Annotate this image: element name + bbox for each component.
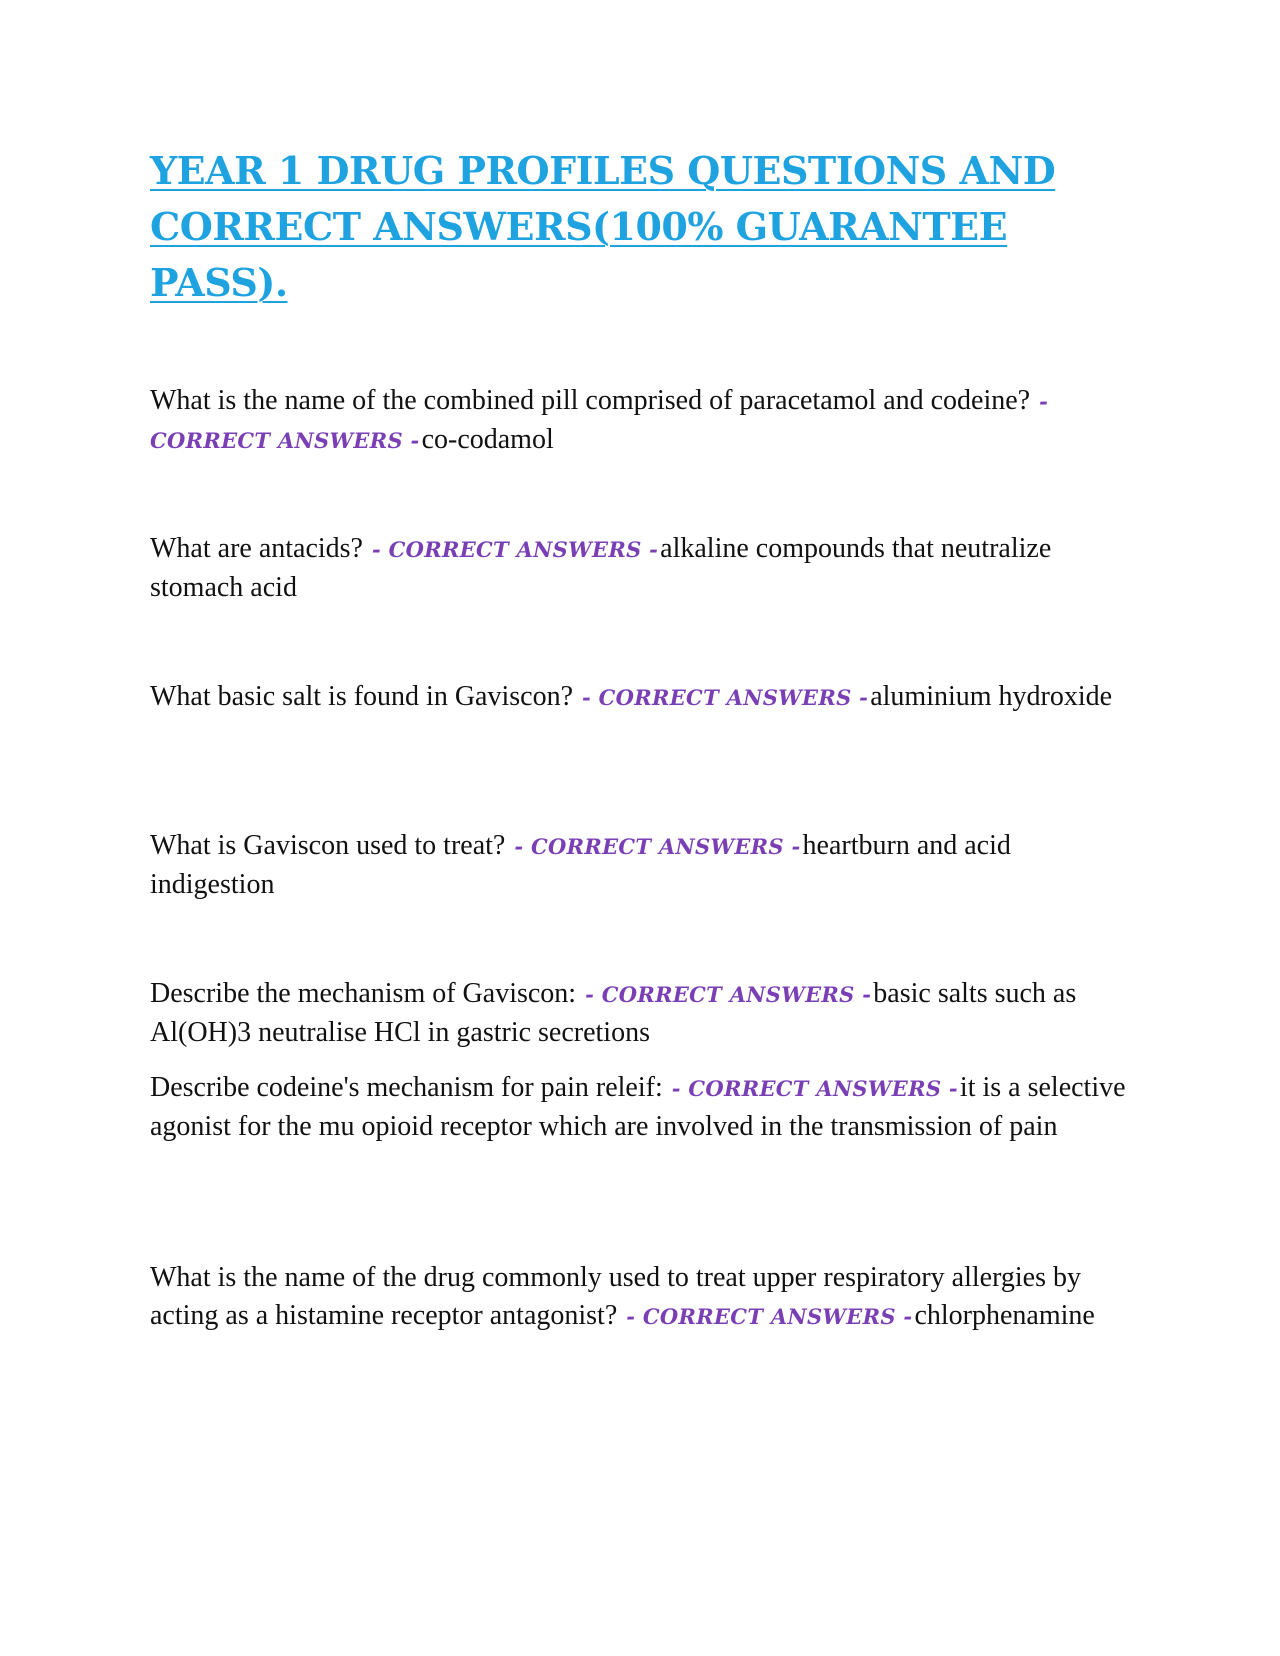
qa-item xyxy=(150,975,1130,1052)
qa-item xyxy=(150,1069,1130,1146)
question-text: Describe codeine's mechanism for pain releif: xyxy=(150,1072,663,1103)
qa-item xyxy=(150,678,1130,717)
correct-answers-marker: - CORRECT ANSWERS - xyxy=(626,1304,913,1329)
correct-answers-marker: - CORRECT ANSWERS - xyxy=(150,389,1049,453)
qa-item xyxy=(150,827,1130,904)
question-text: What basic salt is found in Gaviscon? xyxy=(150,681,574,712)
correct-answers-marker: - CORRECT ANSWERS - xyxy=(585,982,872,1007)
answer-text: basic salts such as Al(OH)3 neutralise HCl in gastric secretions xyxy=(150,978,1077,1048)
correct-answers-marker: - CORRECT ANSWERS - xyxy=(671,1076,958,1101)
qa-item xyxy=(150,1259,1130,1336)
correct-answers-marker: - CORRECT ANSWERS - xyxy=(514,834,801,859)
question-text: What is Gaviscon used to treat? xyxy=(150,830,506,861)
question-text: What is the name of the combined pill comprised of paracetamol and codeine? xyxy=(150,385,1031,416)
question-text: Describe the mechanism of Gaviscon: xyxy=(150,978,577,1009)
qa-item xyxy=(150,382,1130,460)
qa-item xyxy=(150,530,1130,607)
correct-answers-marker: - CORRECT ANSWERS - xyxy=(582,685,869,710)
answer-text: heartburn and acid indigestion xyxy=(150,830,1011,900)
answer-text: it is a selective agonist for the mu opioid receptor which are involved in the transmission of pain xyxy=(150,1072,1126,1142)
answer-text: co-codamol xyxy=(421,424,554,455)
answer-text: alkaline compounds that neutralize stomach acid xyxy=(150,533,1052,603)
answer-text: aluminium hydroxide xyxy=(870,681,1113,712)
question-text: What are antacids? xyxy=(150,533,363,564)
answer-text: chlorphenamine xyxy=(914,1300,1095,1331)
document-title: YEAR 1 DRUG PROFILES QUESTIONS AND CORRECT ANSWERS(100% GUARANTEE PASS). xyxy=(150,148,1056,305)
question-text: What is the name of the drug commonly used to treat upper respiratory allergies by acting as a histamine receptor antagonist? xyxy=(150,1262,1081,1331)
correct-answers-marker: - CORRECT ANSWERS - xyxy=(371,537,659,562)
